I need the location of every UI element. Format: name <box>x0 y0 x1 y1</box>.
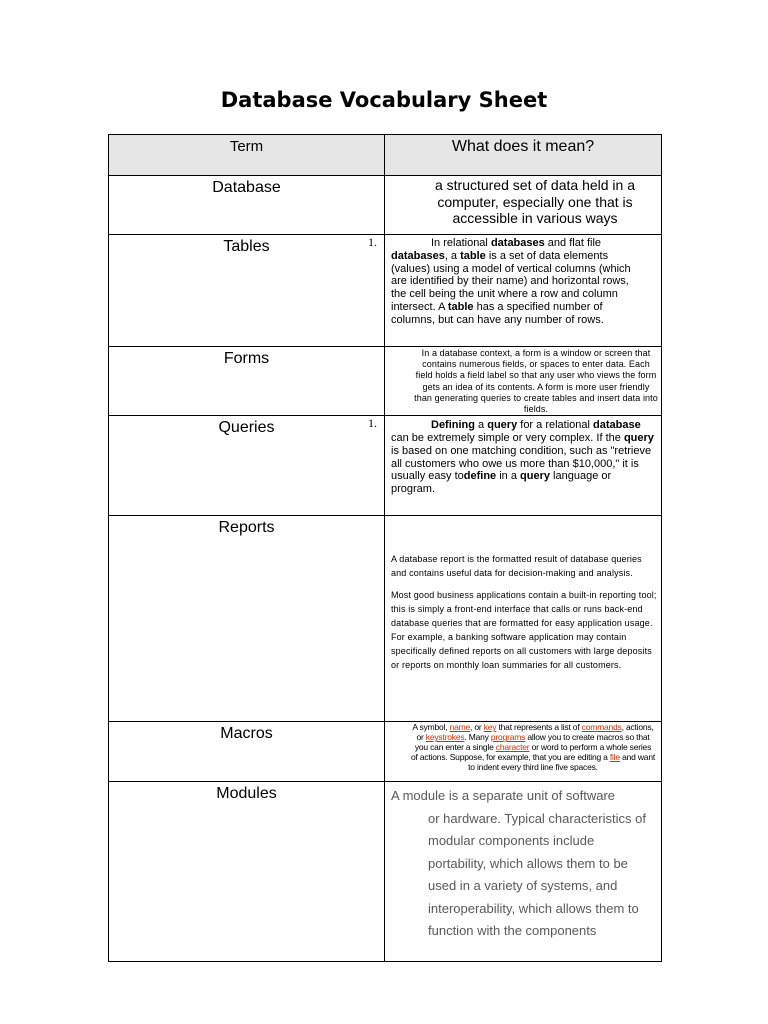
term-reports: Reports <box>218 519 275 537</box>
link-file[interactable]: file <box>609 752 620 763</box>
header-meaning: What does it mean? <box>385 135 662 176</box>
table-row <box>109 235 662 347</box>
term-cell <box>109 416 385 516</box>
definition-cell <box>385 782 662 962</box>
list-number: 1. <box>368 235 377 249</box>
link-key[interactable]: key <box>483 722 497 733</box>
link-character[interactable]: character <box>495 742 530 753</box>
definition-tables: 1. In relational databases and flat file databases, a table is a set of data elements (values) using a model of vertical columns (which are identified by their name) and horizontal rows, the cell being the unit where a row and column intersect. A table has a specified number of columns, but can have any number of rows. <box>368 235 631 326</box>
definition-cell <box>368 235 662 347</box>
definition-forms: In a database context, a form is a window or screen that contains numerous fields, or spaces to enter data. Each field holds a field label so that any user who views the form gets an idea of its contents. A form is more user friendly than generating queries to create tables and insert data into fields. <box>414 348 658 415</box>
definition-macros: A symbol, name, or key that represents a list of commands, actions, or keystrokes. Many programs allow you to create macros so that you can enter a single character or word to perform a whole series of actions. Suppose, for example, that you are editing a file and want to indent every third line five spaces. <box>411 722 656 773</box>
reports-paragraph-2: Most good business applications contain a built-in reporting tool; this is simply a front-end interface that calls or runs back-end database queries that are formatted for easy application usage. For example, a banking software application may contain specifically defined reports on all customers with large deposits or reports on monthly loan summaries for all customers. <box>391 590 657 671</box>
vocabulary-table <box>108 134 662 962</box>
term-queries: Queries <box>218 419 275 437</box>
term-database: Database <box>212 179 281 196</box>
definition-cell <box>385 516 662 722</box>
definition-queries: 1. Defining a query for a relational database can be extremely simple or very complex. If the query is based on one matching condition, such as "retrieve all customers who owe us more than $10,000," it is usually easy todefine in a query language or program. <box>368 416 654 496</box>
definition-cell <box>385 347 662 416</box>
term-cell <box>109 722 385 782</box>
table-header-row <box>109 135 662 176</box>
table-row <box>109 176 662 235</box>
table-row <box>109 722 662 782</box>
link-programs[interactable]: programs <box>490 732 526 743</box>
term-modules: Modules <box>216 785 277 803</box>
definition-cell <box>368 416 662 516</box>
definition-cell <box>385 176 662 235</box>
term-cell <box>109 516 385 722</box>
link-keystrokes[interactable]: keystrokes <box>425 732 465 743</box>
definition-database: a structured set of data held in a computer, especially one that is accessible in various ways <box>434 177 635 226</box>
table-row <box>109 516 662 722</box>
reports-paragraph-1: A database report is the formatted result of database queries and contains useful data for decision-making and analysis. <box>391 554 642 579</box>
term-macros: Macros <box>220 725 273 743</box>
link-name[interactable]: name <box>449 722 471 733</box>
link-commands[interactable]: commands <box>581 722 622 733</box>
term-cell <box>109 347 385 416</box>
header-term: Term <box>109 135 385 176</box>
term-forms: Forms <box>223 350 270 367</box>
table-row <box>109 782 662 962</box>
definition-cell <box>385 722 662 782</box>
term-cell <box>109 782 385 962</box>
list-number: 1. <box>368 416 377 431</box>
term-cell <box>109 235 385 347</box>
table-row <box>109 416 662 516</box>
table-row <box>109 347 662 416</box>
definition-modules: A module is a separate unit of software or hardware. Typical characteristics of modular components include portability, which allows them to be used in a variety of systems, and interoperability, which allows them to function with the components <box>391 788 646 939</box>
term-tables: Tables <box>223 238 270 255</box>
page-title: Database Vocabulary Sheet <box>220 88 548 112</box>
term-cell <box>109 176 385 235</box>
definition-reports <box>385 516 661 672</box>
